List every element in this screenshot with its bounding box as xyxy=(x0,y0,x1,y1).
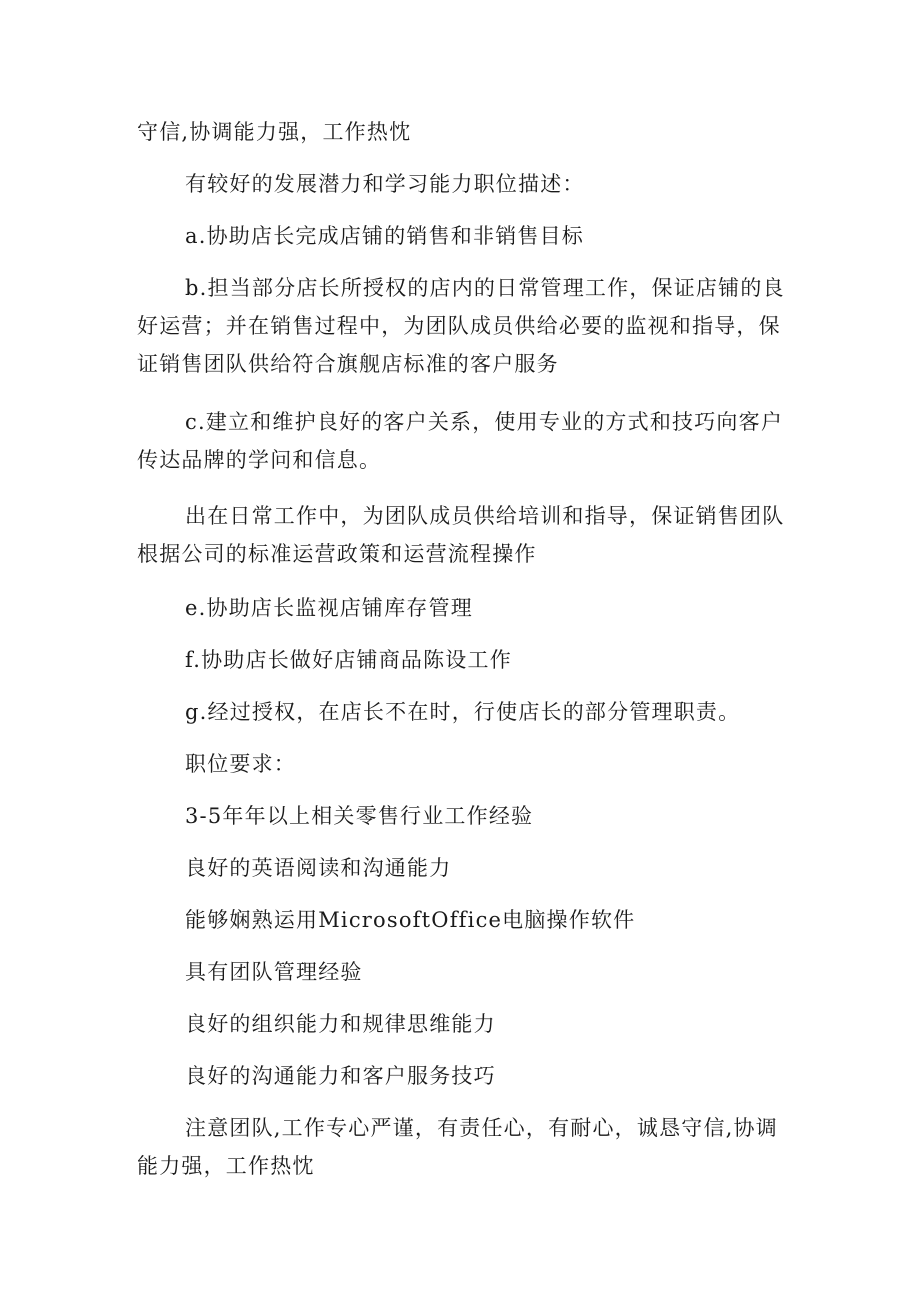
list-item: c.建立和维护良好的客户关系，使用专业的方式和技巧向客户传达品牌的学问和信息。 xyxy=(137,410,784,472)
requirement-item: 良好的英语阅读和沟通能力 xyxy=(185,856,452,880)
requirement-item: 良好的组织能力和规律思维能力 xyxy=(185,1012,496,1036)
requirement-item: 良好的沟通能力和客户服务技巧 xyxy=(185,1064,496,1088)
requirement-item: 注意团队,工作专心严谨，有责任心，有耐心，诚恳守信,协调能力强，工作热忱 xyxy=(137,1116,778,1178)
section-heading: 职位要求： xyxy=(185,752,296,776)
list-item: g.经过授权，在店长不在时，行使店长的部分管理职责。 xyxy=(185,700,741,724)
paragraph-text: 守信,协调能力强，工作热忱 xyxy=(137,120,412,144)
requirement-item: 具有团队管理经验 xyxy=(185,960,363,984)
list-item: f.协助店长做好店铺商品陈设工作 xyxy=(185,648,512,672)
list-item: b.担当部分店长所授权的店内的日常管理工作，保证店铺的良好运营；并在销售过程中，为团队成员供给必要的监视和指导，保证销售团队供给符合旗舰店标准的客户服务 xyxy=(137,276,785,376)
requirement-item: 3-5年年以上相关零售行业工作经验 xyxy=(185,804,534,828)
list-item: a.协助店长完成店铺的销售和非销售目标 xyxy=(185,224,584,248)
requirement-item: 能够娴熟运用MicrosoftOffice电脑操作软件 xyxy=(185,908,636,932)
list-item: 出在日常工作中，为团队成员供给培训和指导，保证销售团队根据公司的标准运营政策和运营流程操作 xyxy=(137,504,785,566)
list-item: e.协助店长监视店铺库存管理 xyxy=(185,596,473,620)
paragraph-text: 有较好的发展潜力和学习能力职位描述： xyxy=(185,172,585,196)
